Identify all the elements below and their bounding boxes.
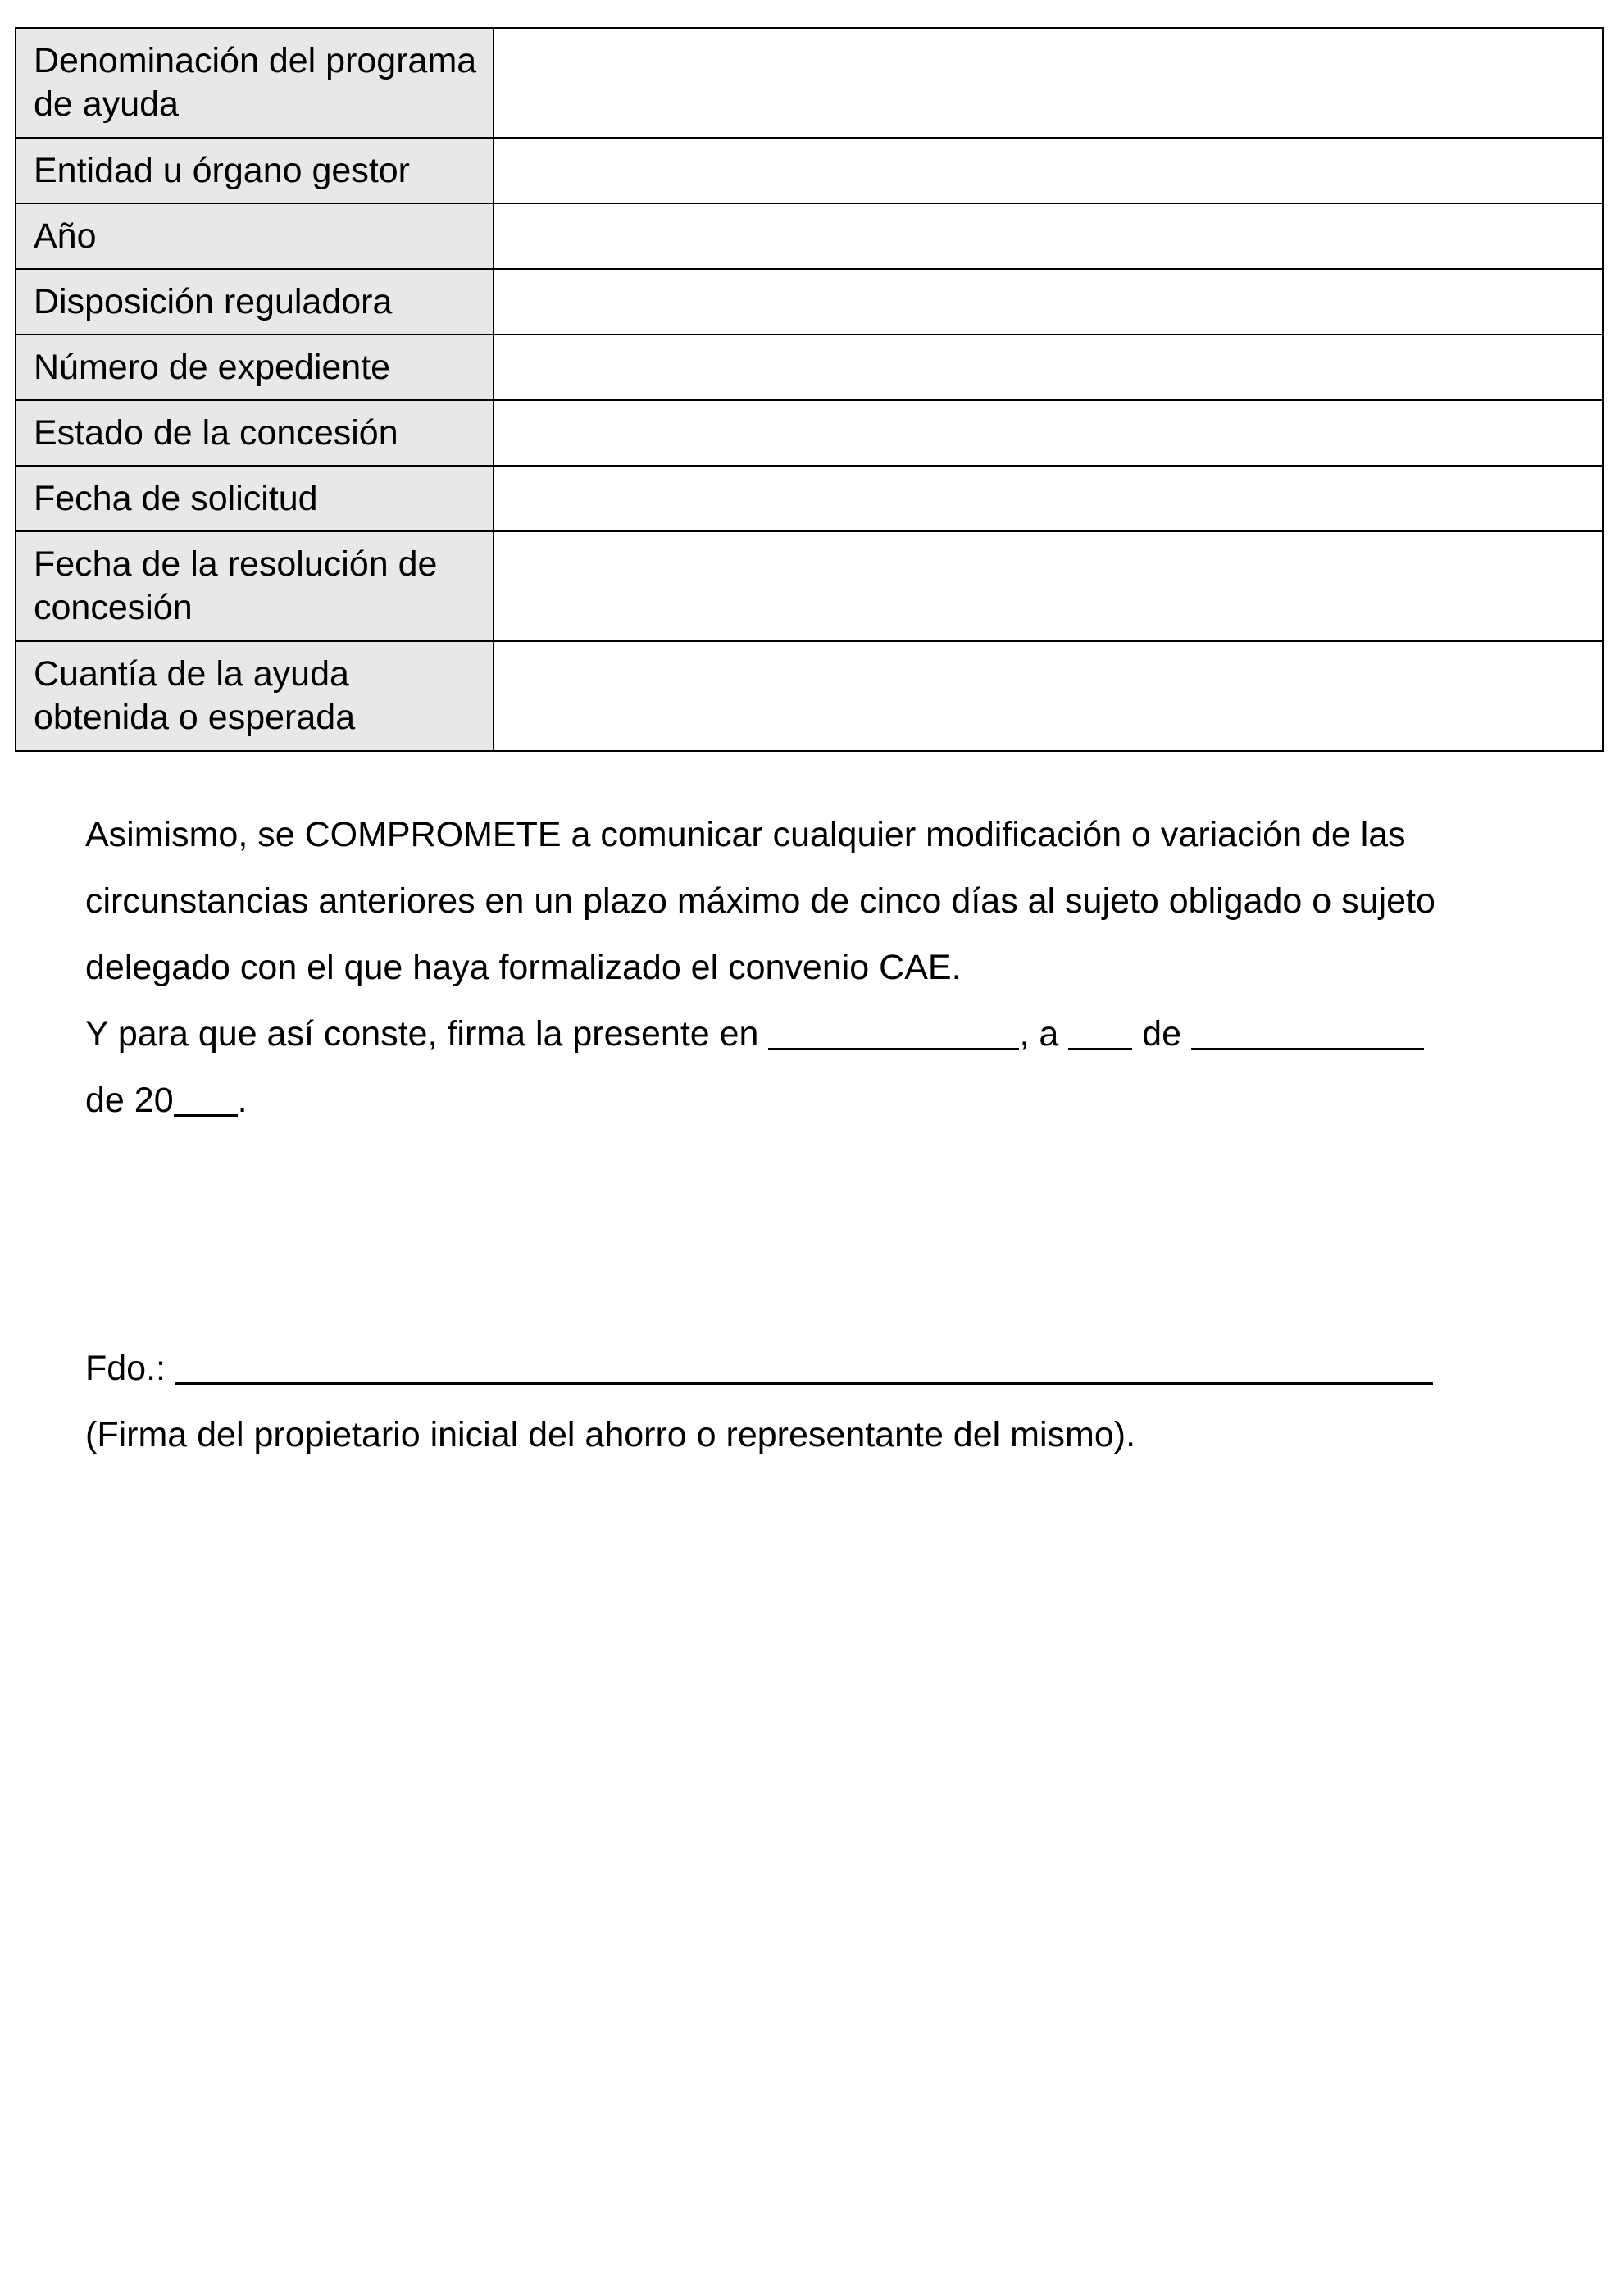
- table-row: [16, 203, 1603, 269]
- row-label: Estado de la concesión: [16, 400, 494, 466]
- row-value-field[interactable]: [494, 531, 1603, 641]
- signature-label: Fdo.:: [85, 1349, 166, 1388]
- place-blank-field[interactable]: [768, 1015, 1019, 1050]
- table-row: [16, 400, 1603, 466]
- row-label: Año: [16, 203, 494, 269]
- row-label: Disposición reguladora: [16, 269, 494, 335]
- signature-section: [85, 1336, 1561, 1468]
- place-date-text: de: [1142, 1014, 1181, 1054]
- signature-blank-field[interactable]: [175, 1350, 1433, 1385]
- signature-caption: (Firma del propietario inicial del ahorro o representante del mismo).: [85, 1415, 1136, 1454]
- row-label: Denominación del programa de ayuda: [16, 28, 494, 138]
- month-blank-field[interactable]: [1191, 1015, 1424, 1050]
- table-row: [16, 269, 1603, 335]
- row-label: Cuantía de la ayuda obtenida o esperada: [16, 641, 494, 751]
- year-prefix: de 20: [85, 1081, 174, 1120]
- table-row: [16, 641, 1603, 751]
- place-date-line: [85, 1001, 1561, 1067]
- year-blank-field[interactable]: [174, 1081, 238, 1117]
- commitment-paragraph: Asimismo, se COMPROMETE a comunicar cualquier modificación o variación de las circunstancias anteriores en un plazo máximo de cinco días al sujeto obligado o sujeto delegado con el que haya formalizado el convenio CAE.: [85, 815, 1435, 987]
- table-row: [16, 28, 1603, 138]
- row-label: Entidad u órgano gestor: [16, 138, 494, 203]
- row-value-field[interactable]: [494, 400, 1603, 466]
- row-label: Fecha de la resolución de concesión: [16, 531, 494, 641]
- row-value-field[interactable]: [494, 203, 1603, 269]
- row-label: Número de expediente: [16, 335, 494, 400]
- row-value-field[interactable]: [494, 269, 1603, 335]
- row-label: Fecha de solicitud: [16, 466, 494, 531]
- table-row: [16, 531, 1603, 641]
- row-value-field[interactable]: [494, 28, 1603, 138]
- year-line: [85, 1067, 1561, 1134]
- table-row: [16, 335, 1603, 400]
- place-date-text: Y para que así conste, firma la presente en: [85, 1014, 759, 1054]
- row-value-field[interactable]: [494, 335, 1603, 400]
- table-row: [16, 466, 1603, 531]
- year-end: .: [237, 1081, 248, 1120]
- table-row: [16, 138, 1603, 203]
- row-value-field[interactable]: [494, 641, 1603, 751]
- row-value-field[interactable]: [494, 466, 1603, 531]
- signature-line: [85, 1336, 1561, 1402]
- aid-program-table: [15, 27, 1604, 752]
- place-date-text: , a: [1019, 1014, 1059, 1054]
- row-value-field[interactable]: [494, 138, 1603, 203]
- day-blank-field[interactable]: [1068, 1015, 1132, 1050]
- declaration-section: [85, 802, 1561, 1134]
